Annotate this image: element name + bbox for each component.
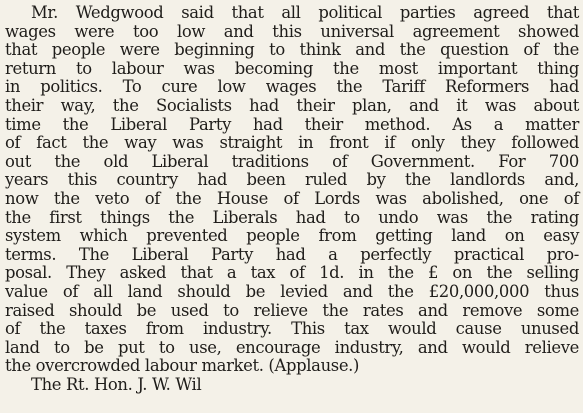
text-line: their way, the Socialists had their plan, and it was about [5, 95, 579, 115]
text-line: the first things the Liberals had to undo was the rating [5, 207, 579, 227]
text-line: posal. They asked that a tax of 1d. in the £ on the selling [5, 263, 579, 283]
text-line: land to be put to use, encourage industry, and would relieve [5, 337, 579, 357]
text-line: time the Liberal Party had their method. As a matter [5, 114, 579, 134]
text-line: system which prevented people from getting land on easy [5, 226, 579, 246]
text-line: of fact the way was straight in front if only they followed [5, 133, 579, 153]
text-line: wages were too low and this universal agreement showed [5, 21, 579, 41]
article-text [5, 4, 579, 394]
text-line: return to labour was becoming the most important thing [5, 58, 579, 78]
text-line: the overcrowded labour market. (Applause.) [5, 356, 360, 376]
text-line: Mr. Wedgwood said that all political parties agreed that [31, 3, 579, 22]
text-line: The Rt. Hon. J. W. Wil [31, 374, 202, 394]
text-line: years this country had been ruled by the landlords and, [5, 170, 579, 190]
text-line: of the taxes from industry. This tax would cause unused [5, 319, 579, 339]
text-line: in politics. To cure low wages the Tariff Reformers had [5, 77, 579, 97]
text-line: that people were beginning to think and the question of the [5, 40, 579, 60]
text-line: value of all land should be levied and the £20,000,000 thus [5, 281, 579, 301]
text-line: raised should be used to relieve the rates and remove some [5, 300, 579, 320]
text-line: out the old Liberal traditions of Government. For 700 [5, 151, 579, 171]
text-line: terms. The Liberal Party had a perfectly practical pro- [5, 244, 579, 264]
text-line: now the veto of the House of Lords was abolished, one of [5, 188, 579, 208]
